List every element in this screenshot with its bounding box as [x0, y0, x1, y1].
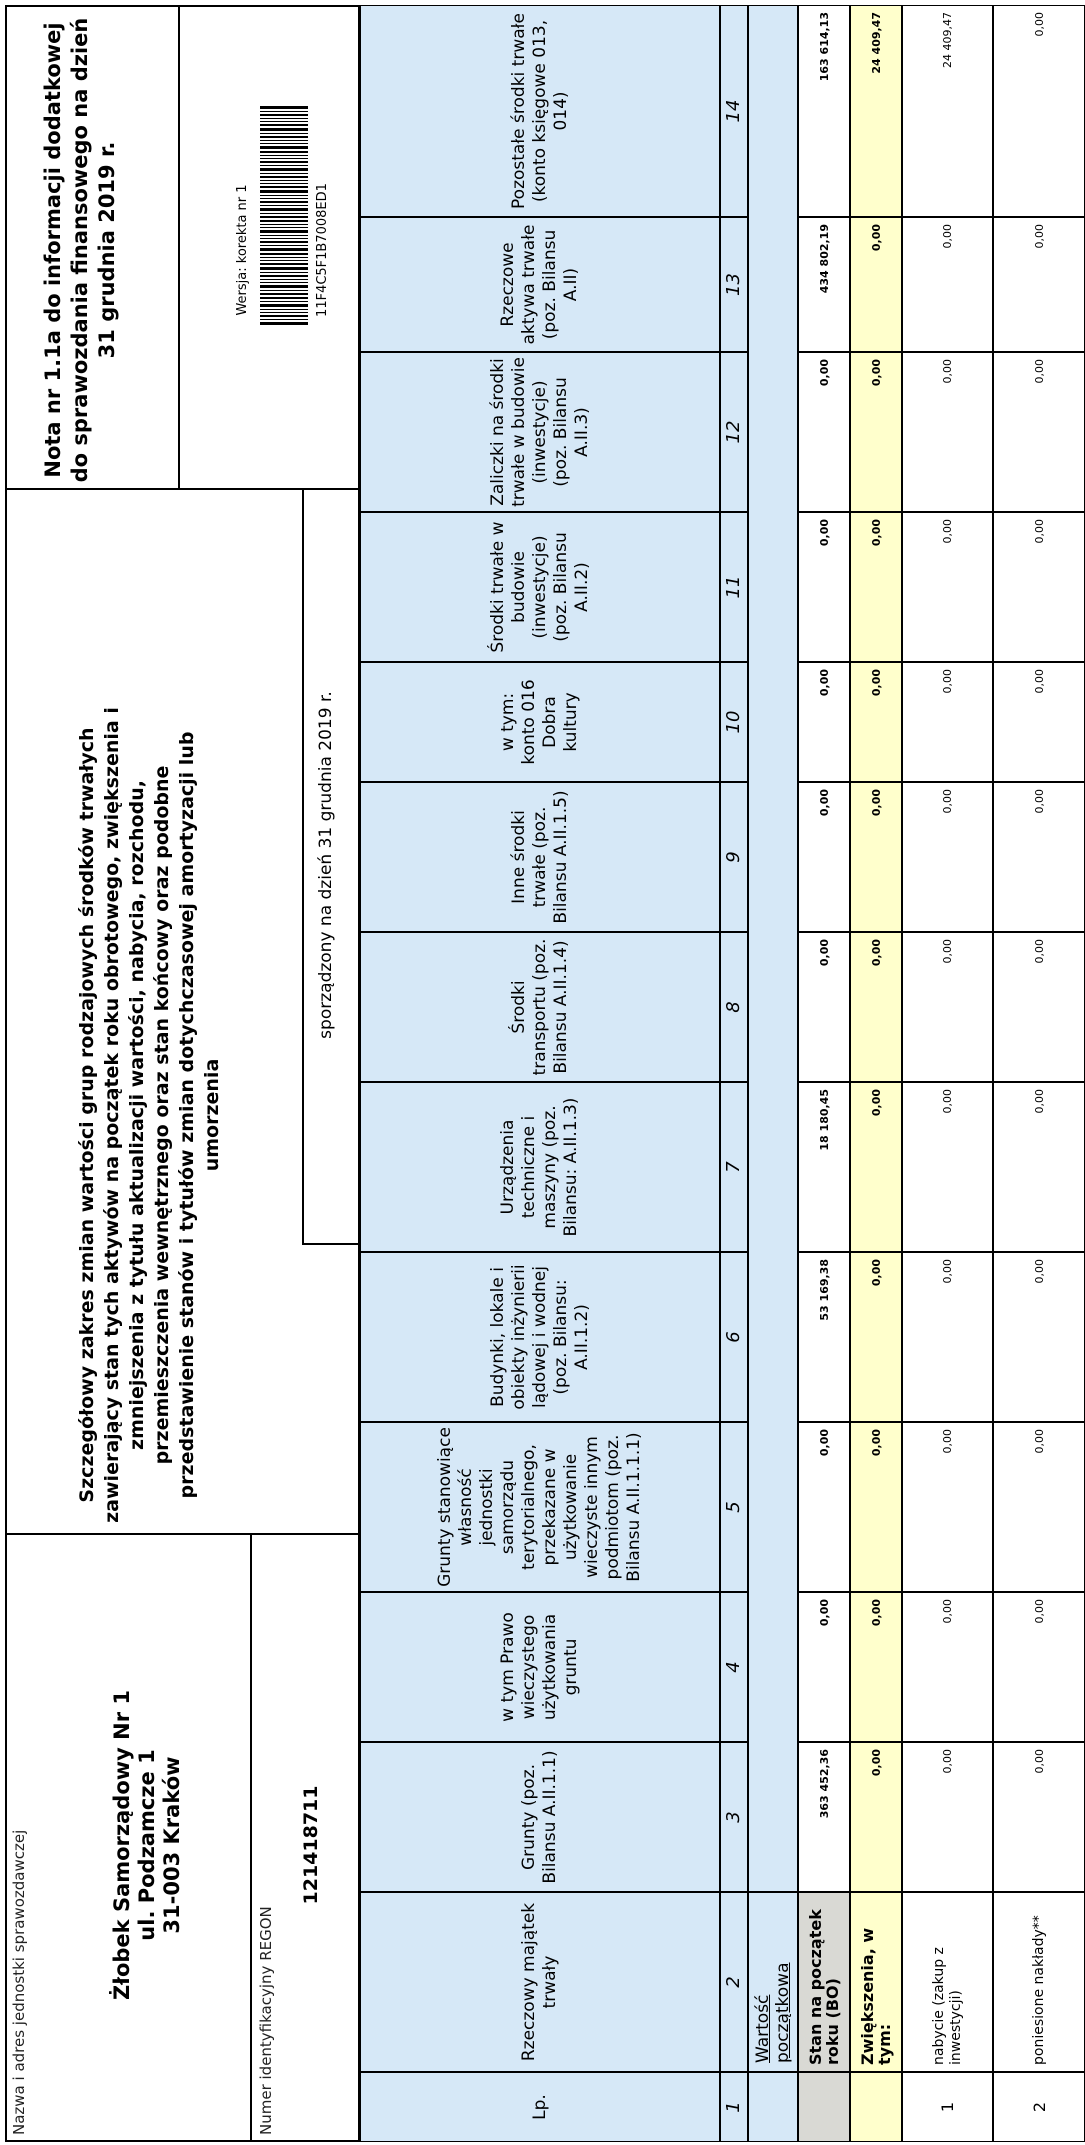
- value-cell: 0,00: [798, 782, 850, 932]
- barcode-bar: [260, 198, 308, 199]
- barcode-bar: [260, 312, 308, 313]
- value-cell: 53 169,38: [798, 1252, 850, 1422]
- column-header-12: Zaliczki na środki trwałe w budowie (inwestycje) (poz. Bilansu A.II.3): [360, 352, 720, 512]
- barcode-bar: [260, 260, 308, 261]
- barcode-bar: [260, 133, 308, 134]
- value-cell: 0,00: [993, 932, 1085, 1082]
- barcode-bar: [260, 205, 308, 206]
- barcode-bar: [260, 213, 308, 214]
- value-cell: 163 614,13: [798, 5, 850, 217]
- value-cell: 363 452,36: [798, 1742, 850, 1892]
- value-cell: 0,00: [850, 1252, 902, 1422]
- value-cell: 0,00: [798, 352, 850, 512]
- value-cell: 0,00: [850, 662, 902, 782]
- barcode-bar: [260, 224, 308, 225]
- value-cell: 0,00: [850, 1592, 902, 1742]
- barcode-bar: [260, 168, 308, 171]
- barcode-bar: [260, 208, 308, 211]
- value-cell: 0,00: [850, 1742, 902, 1892]
- regon-value: 121418711: [300, 1785, 322, 1905]
- value-cell: 0,00: [993, 1082, 1085, 1252]
- nota-divider: [178, 5, 180, 490]
- regon-divider: [250, 1535, 252, 2142]
- value-cell: 0,00: [993, 782, 1085, 932]
- barcode-bar: [260, 309, 308, 310]
- row-lp: 2: [993, 2072, 1085, 2142]
- barcode-bar: [260, 238, 308, 239]
- regon-label: Numer identyfikacyjny REGON: [257, 1906, 275, 2135]
- barcode-bar: [260, 220, 308, 222]
- barcode-bar: [260, 146, 308, 149]
- value-cell: 0,00: [993, 1422, 1085, 1592]
- barcode-bar: [260, 151, 308, 153]
- barcode-bar: [260, 143, 308, 144]
- barcode-bar: [260, 128, 308, 131]
- value-cell: 0,00: [798, 1592, 850, 1742]
- column-header-10: w tym: konto 016 Dobra kultury: [360, 662, 720, 782]
- value-cell: 0,00: [850, 932, 902, 1082]
- barcode-bar: [260, 201, 308, 203]
- barcode-bar: [260, 263, 308, 265]
- barcode-bar: [260, 118, 308, 119]
- barcode-bar: [260, 315, 308, 317]
- row-lp: [798, 2072, 850, 2142]
- column-number-7: 7: [720, 1082, 748, 1252]
- value-cell: 0,00: [902, 1422, 993, 1592]
- column-number-4: 4: [720, 1592, 748, 1742]
- column-number-3: 3: [720, 1742, 748, 1892]
- column-header-7: Urządzenia techniczne i maszyny (poz. Bilansu: A.II.1.3): [360, 1082, 720, 1252]
- column-header-2: Rzeczowy majątek trwały: [360, 1892, 720, 2072]
- description-title: Szczegółowy zakres zmian wartości grup rodzajowych środków trwałych zawierający stan tych aktywów na początek roku obrotowego, zwiększenia i zmniejszenia z tytułu aktualizacji wartości, nabycia, rozchodu, przemieszczenia wewnętrznego oraz stan końcowy oraz podobne przedstawienie stanów i tytułów zmian dotychczasowej amortyzacji lub umorzenia: [76, 707, 223, 1523]
- column-number-9: 9: [720, 782, 748, 932]
- value-cell: 0,00: [902, 782, 993, 932]
- value-cell: 0,00: [798, 932, 850, 1082]
- barcode-bar: [260, 111, 308, 112]
- barcode-bar: [260, 304, 308, 307]
- value-cell: 24 409,47: [902, 5, 993, 217]
- barcode-bar: [260, 158, 308, 159]
- column-number-10: 10: [720, 662, 748, 782]
- value-cell: 0,00: [902, 932, 993, 1082]
- value-cell: 0,00: [993, 1252, 1085, 1422]
- date-divider: [302, 490, 304, 1245]
- barcode-bar: [260, 322, 308, 325]
- value-cell: 0,00: [850, 217, 902, 352]
- column-header-3: Grunty (poz. Bilansu A.II.1.1): [360, 1742, 720, 1892]
- column-number-14: 14: [720, 5, 748, 217]
- section-fill: [748, 5, 798, 1892]
- value-cell: 0,00: [993, 5, 1085, 217]
- barcode-bar: [260, 180, 308, 181]
- barcode-bar: [260, 241, 308, 243]
- barcode-bar: [260, 267, 308, 270]
- barcode-bar: [260, 297, 308, 299]
- barcode-bar: [260, 227, 308, 228]
- row-label: nabycie (zakup z inwestycji): [902, 1892, 993, 2072]
- barcode-bar: [260, 165, 308, 166]
- value-cell: 0,00: [850, 782, 902, 932]
- value-cell: 0,00: [798, 1422, 850, 1592]
- value-cell: 0,00: [993, 352, 1085, 512]
- column-header-8: Środki transportu (poz. Bilansu A.II.1.4): [360, 932, 720, 1082]
- value-cell: 0,00: [798, 662, 850, 782]
- barcode-bar: [260, 272, 308, 273]
- column-header-4: w tym Prawo wieczystego użytkowania gruntu: [360, 1592, 720, 1742]
- barcode-bar: [260, 285, 308, 288]
- column-number-6: 6: [720, 1252, 748, 1422]
- barcode-bar: [260, 230, 308, 233]
- note-title: Nota nr 1.1a do informacji dodatkowej do sprawozdania finansowego na dzień 31 grudnia 2019 r.: [41, 17, 119, 483]
- value-cell: 0,00: [993, 1742, 1085, 1892]
- column-number-13: 13: [720, 217, 748, 352]
- barcode-bar: [260, 253, 308, 255]
- row-lp: 1: [902, 2072, 993, 2142]
- value-cell: 0,00: [902, 217, 993, 352]
- barcode-bar: [260, 190, 308, 193]
- barcode-bar: [260, 161, 308, 163]
- value-cell: 18 180,45: [798, 1082, 850, 1252]
- barcode-bar: [260, 155, 308, 156]
- column-header-11: Środki trwałe w budowie (inwestycje) (poz. Bilansu A.II.2): [360, 512, 720, 662]
- row-label: poniesione nakłady**: [993, 1892, 1085, 2072]
- barcode-bar: [260, 186, 308, 188]
- column-header-5: Grunty stanowiące własność jednostki samorządu terytorialnego, przekazane w użytkowanie wieczyste innym podmiotom (poz. Bilansu A.II.1.1.1): [360, 1422, 720, 1592]
- barcode-bar: [260, 195, 308, 196]
- barcode-bar: [260, 235, 308, 236]
- value-cell: 0,00: [902, 1082, 993, 1252]
- institution-street: ul. Podzamcze 1: [135, 1749, 159, 1941]
- value-cell: 0,00: [850, 352, 902, 512]
- column-number-11: 11: [720, 512, 748, 662]
- document-id: 11F4C5F1B7008ED1: [315, 183, 330, 317]
- date-divider-left: [302, 1243, 360, 1245]
- value-cell: 0,00: [850, 512, 902, 662]
- value-cell: 0,00: [993, 662, 1085, 782]
- value-cell: 0,00: [993, 1592, 1085, 1742]
- barcode-bar: [260, 293, 308, 295]
- barcode-bar: [260, 121, 308, 122]
- barcode-bar: [260, 140, 308, 141]
- value-cell: 0,00: [902, 1252, 993, 1422]
- barcode-bar: [260, 173, 308, 174]
- barcode-bar: [260, 176, 308, 178]
- column-header-1: Lp.: [360, 2072, 720, 2142]
- column-number-12: 12: [720, 352, 748, 512]
- column-header-13: Rzeczowe aktywa trwałe (poz. Bilansu A.II): [360, 217, 720, 352]
- barcode-bar: [260, 106, 308, 109]
- column-header-14: Pozostałe środki trwałe (konto księgowe 013, 014): [360, 5, 720, 217]
- barcode-bar: [260, 275, 308, 277]
- value-cell: 0,00: [850, 1422, 902, 1592]
- barcode-image: [260, 35, 308, 325]
- barcode-bar: [260, 114, 308, 116]
- value-cell: 24 409,47: [850, 5, 902, 217]
- column-header-9: Inne środki trwałe (poz. Bilansu A.II.1.5): [360, 782, 720, 932]
- value-cell: 0,00: [902, 1592, 993, 1742]
- barcode-bar: [260, 290, 308, 291]
- column-header-6: Budynki, lokale i obiekty inżynierii lądowej i wodnej (poz. Bilansu: A.II.1.2): [360, 1252, 720, 1422]
- value-cell: 0,00: [798, 512, 850, 662]
- barcode-bar: [260, 282, 308, 283]
- value-cell: 0,00: [993, 217, 1085, 352]
- column-number-2: 2: [720, 1892, 748, 2072]
- barcode-bar: [260, 124, 308, 126]
- barcode-bar: [260, 216, 308, 218]
- barcode-bar: [260, 279, 308, 280]
- barcode-bar: [260, 319, 308, 320]
- row-label: Stan na początek roku (BO): [798, 1892, 850, 2072]
- header-divider-2: [5, 488, 360, 490]
- institution-city: 31-003 Kraków: [160, 1756, 184, 1934]
- institution-address: [110, 1545, 185, 2145]
- barcode-bar: [260, 301, 308, 302]
- value-cell: 0,00: [902, 1742, 993, 1892]
- section-lp-cell: [748, 2072, 798, 2142]
- section-label: Wartość początkowa: [748, 1892, 798, 2072]
- value-cell: 0,00: [993, 512, 1085, 662]
- barcode-bar: [260, 257, 308, 258]
- value-cell: 0,00: [902, 352, 993, 512]
- value-cell: 434 802,19: [798, 217, 850, 352]
- value-cell: 0,00: [902, 512, 993, 662]
- row-lp: [850, 2072, 902, 2142]
- column-number-8: 8: [720, 932, 748, 1082]
- barcode-bar: [260, 245, 308, 246]
- barcode-bar: [260, 183, 308, 184]
- column-number-1: 1: [720, 2072, 748, 2142]
- institution-name: Żłobek Samorządowy Nr 1: [110, 1689, 134, 2001]
- value-cell: 0,00: [902, 662, 993, 782]
- version-label: Wersja: korekta nr 1: [235, 184, 250, 316]
- prepared-on: sporządzony na dzień 31 grudnia 2019 r.: [316, 691, 336, 1039]
- barcode-bar: [260, 136, 308, 138]
- value-cell: 0,00: [850, 1082, 902, 1252]
- barcode-bar: [260, 248, 308, 251]
- institution-label: Nazwa i adres jednostki sprawozdawczej: [10, 1829, 28, 2135]
- column-number-5: 5: [720, 1422, 748, 1592]
- row-label: Zwiększenia, w tym:: [850, 1892, 902, 2072]
